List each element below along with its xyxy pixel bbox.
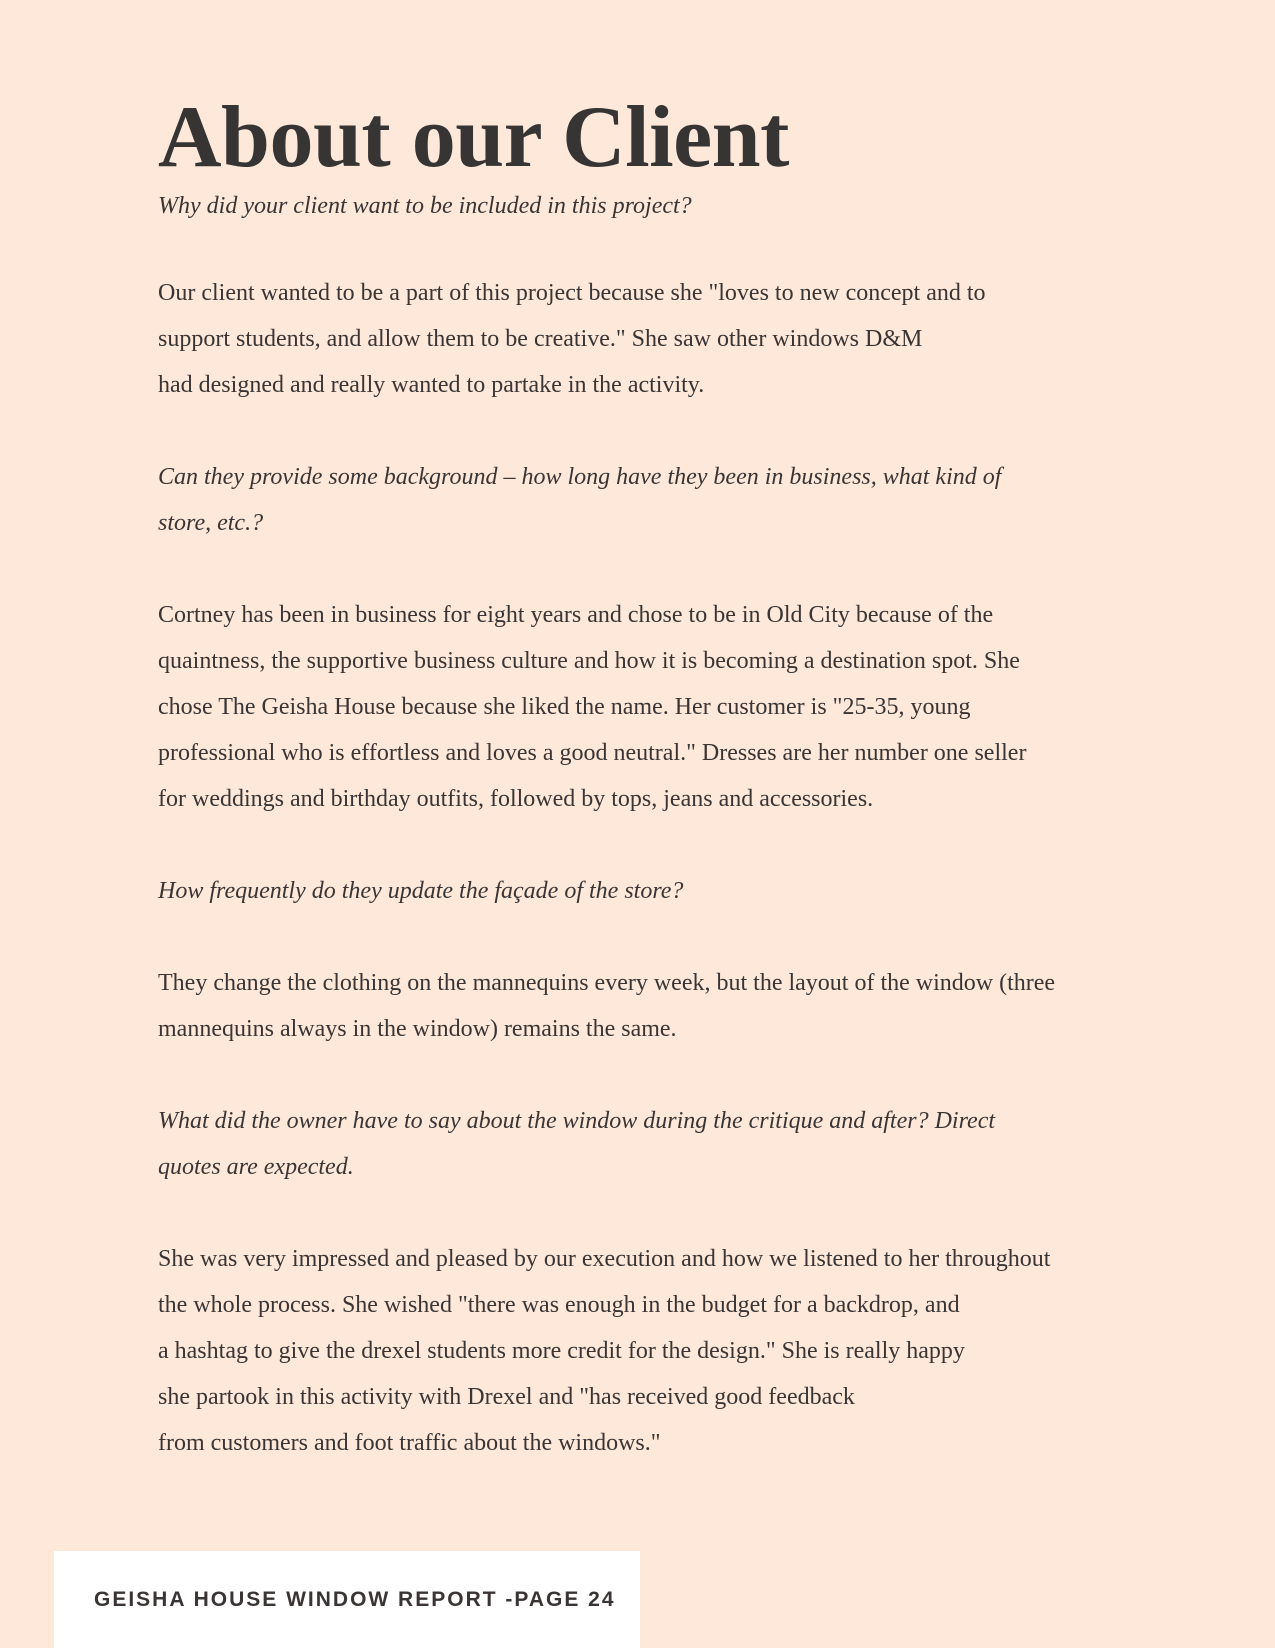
footer-banner bbox=[54, 1551, 640, 1648]
answer-facade-update bbox=[158, 960, 1138, 1052]
answer-line: mannequins always in the window) remains the same. bbox=[158, 1016, 677, 1042]
answer-line: from customers and foot traffic about the windows." bbox=[158, 1430, 661, 1456]
question-owner-feedback bbox=[158, 1098, 1138, 1190]
spacer bbox=[158, 1190, 1138, 1236]
answer-line: had designed and really wanted to partake in the activity. bbox=[158, 372, 705, 398]
spacer bbox=[158, 408, 1138, 454]
answer-line: support students, and allow them to be creative." She saw other windows D&M bbox=[158, 326, 923, 352]
answer-why-included bbox=[158, 270, 1138, 408]
question-line: Can they provide some background – how long have they been in business, what kind of bbox=[158, 464, 1002, 490]
answer-line: for weddings and birthday outfits, followed by tops, jeans and accessories. bbox=[158, 786, 874, 812]
question-line: What did the owner have to say about the window during the critique and after? Direct bbox=[158, 1108, 996, 1134]
answer-background bbox=[158, 592, 1138, 822]
answer-line: she partook in this activity with Drexel and "has received good feedback bbox=[158, 1384, 855, 1410]
spacer bbox=[158, 822, 1138, 868]
answer-line: Our client wanted to be a part of this project because she "loves to new concept and to bbox=[158, 280, 986, 306]
spacer bbox=[158, 224, 1138, 270]
answer-line: professional who is effortless and loves a good neutral." Dresses are her number one seller bbox=[158, 740, 1027, 766]
spacer bbox=[158, 1052, 1138, 1098]
answer-line: chose The Geisha House because she liked the name. Her customer is "25-35, young bbox=[158, 694, 971, 720]
answer-line: a hashtag to give the drexel students more credit for the design." She is really happy bbox=[158, 1338, 965, 1364]
answer-line: They change the clothing on the mannequins every week, but the layout of the window (three bbox=[158, 970, 1056, 996]
question-facade-update bbox=[158, 868, 1138, 914]
question-line: How frequently do they update the façade of the store? bbox=[158, 878, 684, 904]
question-why-included: Why did your client want to be included in this project? bbox=[158, 193, 692, 219]
page-content bbox=[158, 88, 1138, 1466]
answer-line: Cortney has been in business for eight years and chose to be in Old City because of the bbox=[158, 602, 994, 628]
page-title: About our Client bbox=[158, 89, 789, 186]
spacer bbox=[158, 546, 1138, 592]
answer-line: She was very impressed and pleased by our execution and how we listened to her throughout bbox=[158, 1246, 1051, 1272]
footer-label: GEISHA HOUSE WINDOW REPORT -PAGE 24 bbox=[94, 1588, 616, 1611]
question-line: quotes are expected. bbox=[158, 1154, 354, 1180]
answer-owner-feedback bbox=[158, 1236, 1138, 1466]
answer-line: the whole process. She wished "there was enough in the budget for a backdrop, and bbox=[158, 1292, 960, 1318]
question-background bbox=[158, 454, 1138, 546]
answer-line: quaintness, the supportive business culture and how it is becoming a destination spot. She bbox=[158, 648, 1020, 674]
question-line: store, etc.? bbox=[158, 510, 264, 536]
spacer bbox=[158, 914, 1138, 960]
